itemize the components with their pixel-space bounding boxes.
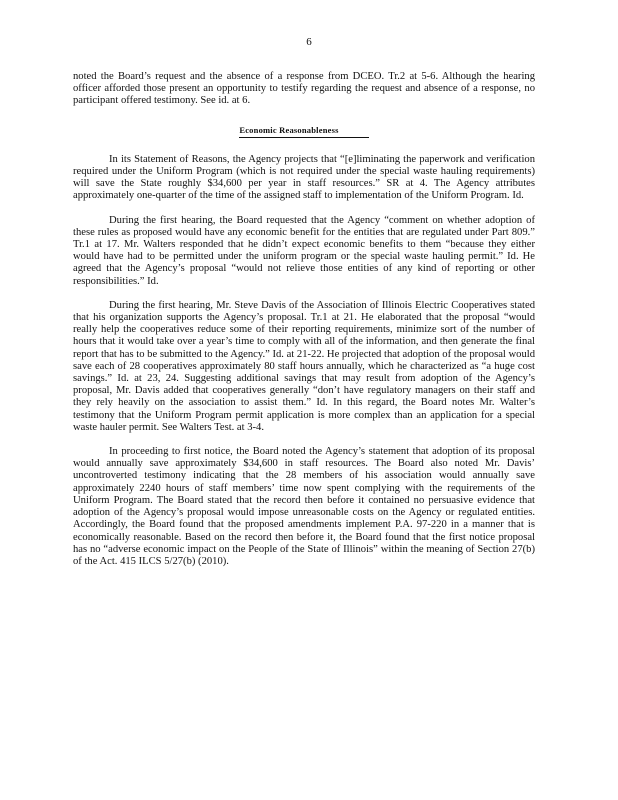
paragraph-statement-of-reasons: In its Statement of Reasons, the Agency projects that “[e]liminating the paperwork and verification required under the Uniform Program (which is not required under the special waste hauling requirements) will save the State roughly $34,600 per year in staff resources.” SR at 4. The Agency attributes approximately one-quarter of the time of the assigned staff to implementation of the Uniform Program. Id.	[73, 153, 535, 202]
section-heading-wrap	[73, 124, 535, 138]
section-heading: Economic Reasonableness	[239, 124, 368, 138]
paragraph-first-notice: In proceeding to first notice, the Board noted the Agency’s statement that adoption of its proposal would annually save approximately $34,600 in staff resources. The Board also noted Mr. Davis’ uncontroverted testimony indicating that the 28 members of his association would annually save approximately 2240 hours of staff members’ time now spent complying with the requirements of the Uniform Program. The Board stated that the record then before it contained no persuasive evidence that adoption of the Agency’s proposal would impose unreasonable costs on the Agency or regulated entities. Accordingly, the Board found that the proposed amendments implement P.A. 97-220 in a manner that is economically reasonable. Based on the record then before it, the Board found that the first notice proposal has no “adverse economic impact on the People of the State of Illinois” within the meaning of Section 27(b) of the Act. 415 ILCS 5/27(b) (2010).	[73, 446, 535, 567]
paragraph-continued: noted the Board’s request and the absence of a response from DCEO. Tr.2 at 5-6. Although the hearing officer afforded those present an opportunity to testify regarding the request and absence of a response, no participant offered testimony. See id. at 6.	[73, 71, 535, 107]
document-body	[73, 71, 535, 580]
page-number: 6	[306, 36, 312, 48]
paragraph-first-hearing-davis: During the first hearing, Mr. Steve Davis of the Association of Illinois Electric Cooperatives stated that his organization supports the Agency’s proposal. Tr.1 at 21. He elaborated that the proposal “would really help the cooperatives reduce some of their reporting requirements, minimize sort of the number of hours that it would take over a year’s time to comply with all of the information, and then generate the final report that has to be submitted to the Agency.” Id. at 21-22. He projected that adoption of the proposal would save each of 28 cooperatives approximately 80 staff hours annually, which he characterized as “a huge cost savings.” Id. at 23, 24. Suggesting additional savings that may result from adoption of the Agency’s proposal, Mr. Davis added that cooperatives generally “don’t have regulatory managers on their staff and they rely heavily on the association to assist them.” Id. In this regard, the Board notes Mr. Walter’s testimony that the Uniform Program permit application is more complex than an application for a special waste hauler permit. See Walters Test. at 3-4.	[73, 299, 535, 433]
paragraph-first-hearing-board-request: During the first hearing, the Board requested that the Agency “comment on whether adoption of these rules as proposed would have any economic benefit for the entities that are regulated under Part 809.” Tr.1 at 17. Mr. Walters responded that he didn’t expect economic benefits to them “because they either would have had to be permitted under the uniform program or the special waste hauling permit.” Id. He agreed that the Agency’s proposal “would not relieve those entities of any kind of reporting or other responsibilities.” Id.	[73, 214, 535, 287]
